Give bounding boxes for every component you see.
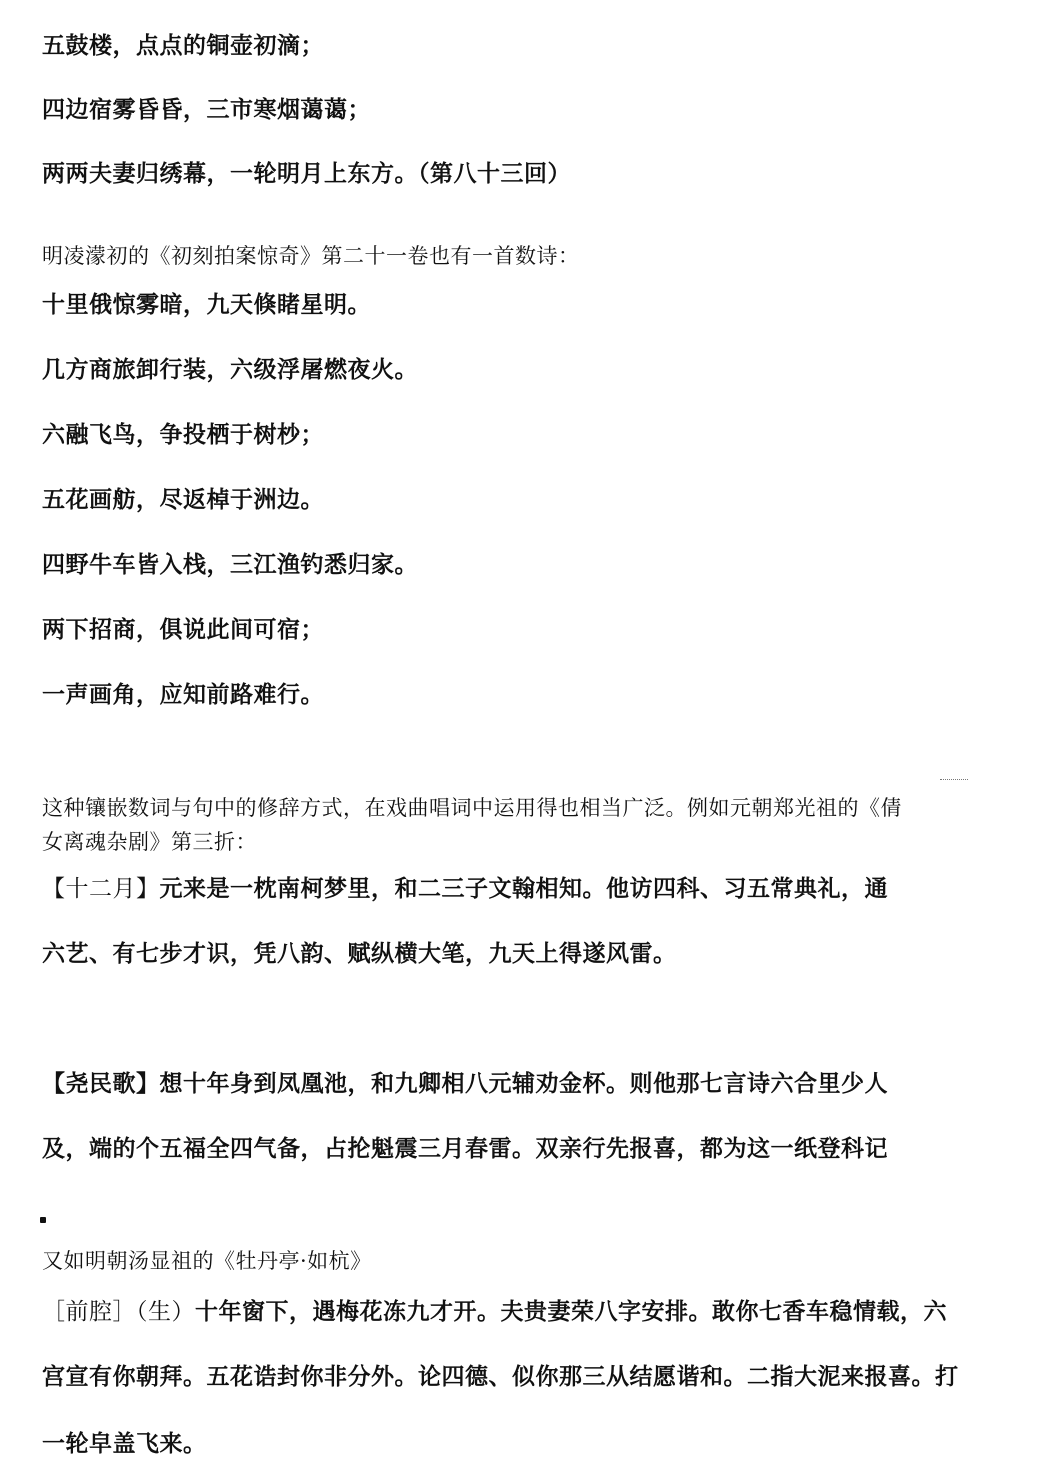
verse3-line-1-text: 十年窗下，遇梅花冻九才开。夫贵妻荣八字安排。敢你七香车稳情载，六 xyxy=(195,1299,947,1325)
intro-paragraph-4: 又如明朝汤显祖的《牡丹亭·如杭》 xyxy=(42,1249,372,1273)
poem2-line-5: 四野牛车皆入栈，三江渔钓悉归家。 xyxy=(42,552,418,578)
poem2-line-2: 几方商旅卸行装，六级浮屠燃夜火。 xyxy=(42,357,418,383)
verse2-line-1-text: 想十年身到凤凰池，和九卿相八元辅劝金杯。则他那七言诗六合里少人 xyxy=(159,1071,888,1097)
verse1-line-1-text: 元来是一枕南柯梦里，和二三子文翰相知。他访四科、习五常典礼，通 xyxy=(159,876,888,902)
poem2-line-3: 六融飞鸟，争投栖于树杪； xyxy=(42,422,324,448)
stray-period-mark xyxy=(40,1217,46,1223)
verse3-line-2: 宫宣有你朝拜。五花诰封你非分外。论四德、似你那三从结愿谐和。二指大泥来报喜。打 xyxy=(42,1364,959,1390)
intro-paragraph-3-line-2: 女离魂杂剧》第三折： xyxy=(42,830,257,854)
verse1-tune-title: 【十二月】 xyxy=(42,876,160,902)
verse2-line-2: 及，端的个五福全四气备，占抡魁震三月春雷。双亲行先报喜，都为这一纸登科记 xyxy=(42,1136,888,1162)
poem1-line-1: 五鼓楼，点点的铜壶初滴； xyxy=(42,33,324,59)
verse2-line-1 xyxy=(42,1069,888,1099)
verse1-line-2: 六艺、有七步才识，凭八韵、赋纵横大笔，九天上得遂风雷。 xyxy=(42,941,677,967)
verse3-line-1 xyxy=(42,1297,947,1327)
intro-paragraph-2: 明凌濛初的《初刻拍案惊奇》第二十一卷也有一首数诗： xyxy=(42,244,580,268)
scan-artifact xyxy=(940,779,968,782)
poem1-line-2: 四边宿雾昏昏，三市寒烟蔼蔼； xyxy=(42,97,371,123)
poem1-line-3: 两两夫妻归绣幕，一轮明月上东方。（第八十三回） xyxy=(42,161,571,187)
poem2-line-6: 两下招商，俱说此间可宿； xyxy=(42,617,324,643)
verse2-tune-title: 【尧民歌】 xyxy=(42,1071,160,1097)
poem2-line-1: 十里俄惊雾暗，九天倏睹星明。 xyxy=(42,292,371,318)
verse1-line-1 xyxy=(42,874,888,904)
intro-paragraph-3-line-1: 这种镶嵌数词与句中的修辞方式，在戏曲唱词中运用得也相当广泛。例如元朝郑光祖的《倩 xyxy=(42,796,902,820)
poem2-line-4: 五花画舫，尽返棹于洲边。 xyxy=(42,487,324,513)
verse3-prefix: ［前腔］（生） xyxy=(42,1299,195,1325)
poem2-line-7: 一声画角，应知前路难行。 xyxy=(42,682,324,708)
verse3-line-3: 一轮皁盖飞来。 xyxy=(42,1431,207,1457)
